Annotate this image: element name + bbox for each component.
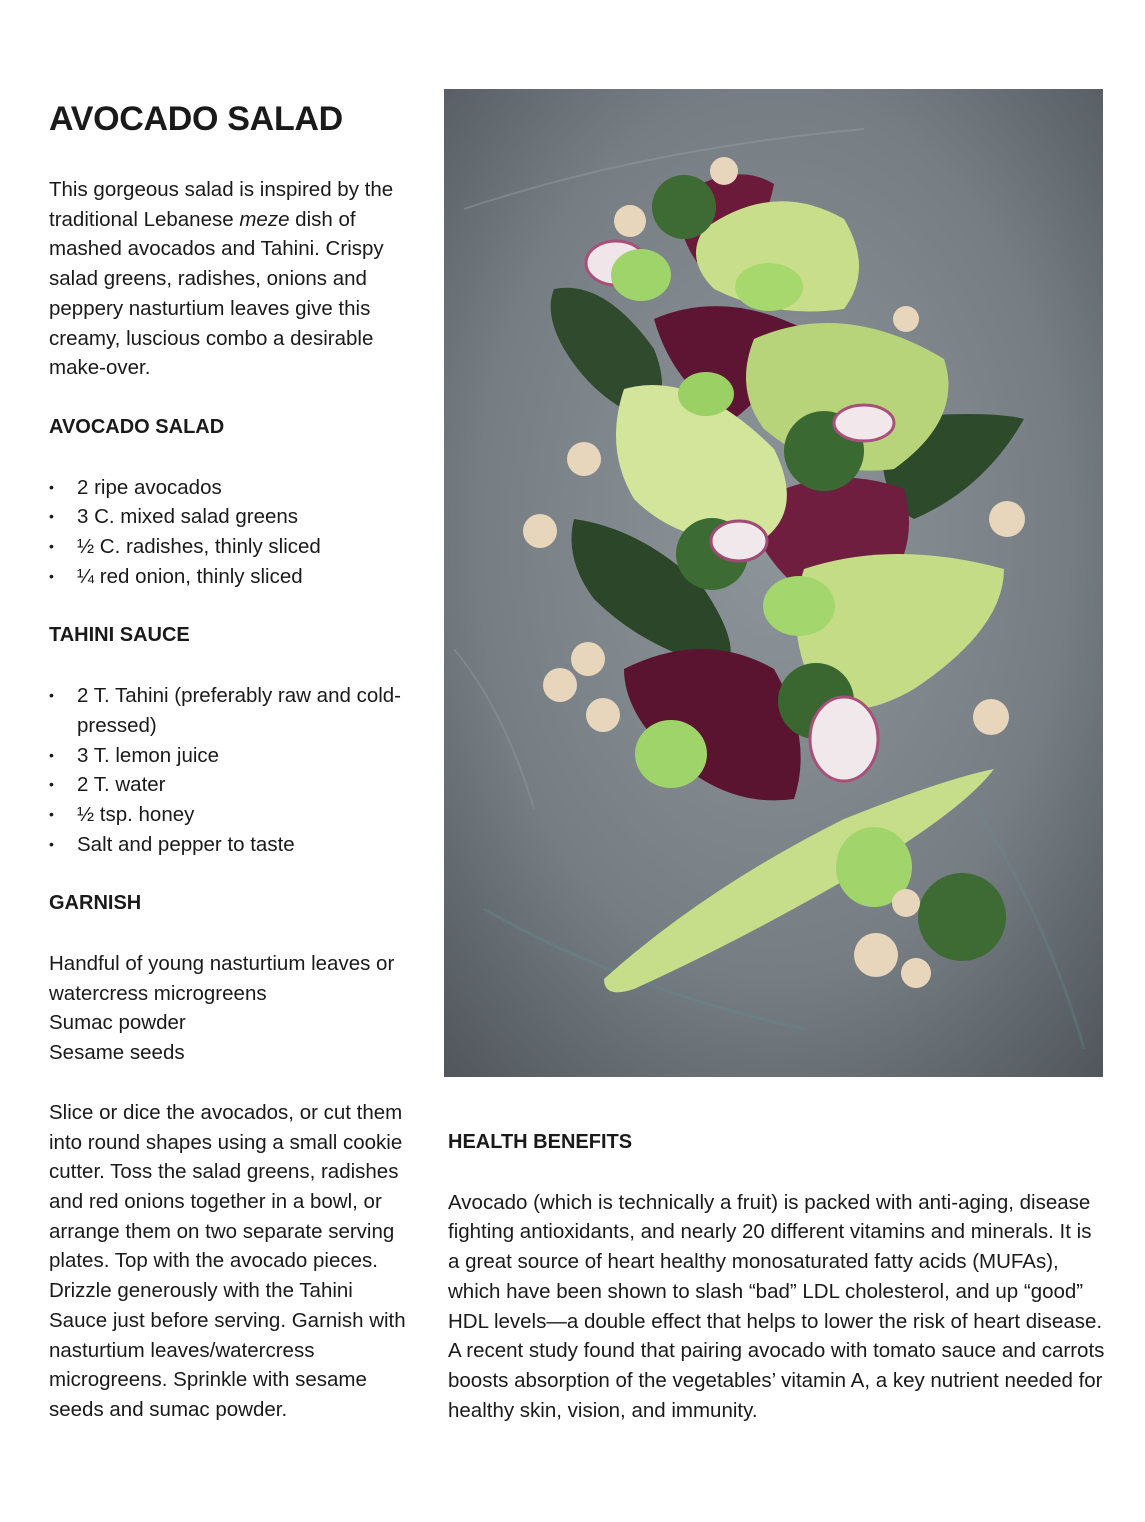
page-title: AVOCADO SALAD bbox=[49, 100, 343, 138]
avocado-round bbox=[735, 263, 803, 311]
nasturtium-leaf bbox=[918, 873, 1006, 961]
avocado-round bbox=[635, 720, 707, 788]
radish-slice bbox=[711, 521, 767, 561]
sauce-heading: TAHINI SAUCE bbox=[49, 624, 190, 647]
ingredient-item: • Salt and pepper to taste bbox=[49, 830, 409, 860]
ingredient-item: • 2 T. water bbox=[49, 770, 409, 800]
sauce-ingredients bbox=[49, 681, 409, 859]
recipe-column bbox=[49, 100, 409, 1425]
health-column bbox=[448, 1128, 1108, 1425]
ingredient-item: • 2 T. Tahini (preferably raw and cold-pressed) bbox=[49, 681, 409, 740]
salad-ingredients bbox=[49, 473, 409, 592]
ingredient-item: • 3 C. mixed salad greens bbox=[49, 502, 409, 532]
salad-photo bbox=[444, 89, 1103, 1077]
health-paragraph: Avocado (which is technically a fruit) is packed with anti-aging, disease fighting antioxidants, and nearly 20 different vitamins and minerals. It is a great source of heart healthy monosaturated fatty acids (MUFAs), which have been shown to slash “bad” LDL cholesterol, and up “good” HDL levels—a double effect that helps to lower the risk of heart disease. A recent study found that pairing avocado with tomato sauce and carrots boosts absorption of the vegetables’ vitamin A, a key nutrient needed for healthy skin, vision, and immunity. bbox=[448, 1190, 1105, 1422]
garnish-list bbox=[49, 949, 409, 1068]
garnish-heading: GARNISH bbox=[49, 892, 142, 915]
ingredient-item: • ½ C. radishes, thinly sliced bbox=[49, 532, 409, 562]
garnish-line: Sesame seeds bbox=[49, 1041, 185, 1065]
salad-illustration bbox=[444, 89, 1103, 1077]
salad-heading: AVOCADO SALAD bbox=[49, 415, 225, 438]
intro-paragraph bbox=[49, 175, 409, 383]
intro-text-2: dish of mashed avocados and Tahini. Crispy salad greens, radishes, onions and peppery nasturtium leaves give this creamy, luscious combo a desirable make-over. bbox=[49, 207, 384, 380]
radish-slice bbox=[834, 405, 894, 441]
intro-meze: meze bbox=[239, 207, 290, 231]
ingredient-item: • ¼ red onion, thinly sliced bbox=[49, 562, 409, 592]
ingredient-item: • 3 T. lemon juice bbox=[49, 741, 409, 771]
avocado-round bbox=[678, 372, 734, 416]
intro-text-1: This gorgeous salad is inspired by the traditional Lebanese bbox=[49, 178, 394, 231]
avocado-round bbox=[611, 249, 671, 301]
garnish-line: Sumac powder bbox=[49, 1011, 186, 1035]
nasturtium-leaf bbox=[652, 175, 716, 239]
method-paragraph: Slice or dice the avocados, or cut them into round shapes using a small cookie cutter. Toss the salad greens, radishes and red onions together in a bowl, or arrange them on two separate serving plates. Top with the avocado pieces. Drizzle generously with the Tahini Sauce just before serving. Garnish with nasturtium leaves/watercress microgreens. Sprinkle with sesame seeds and sumac powder. bbox=[49, 1100, 406, 1421]
ingredient-item: • 2 ripe avocados bbox=[49, 473, 409, 503]
health-heading: HEALTH BENEFITS bbox=[448, 1131, 633, 1153]
ingredient-item: • ½ tsp. honey bbox=[49, 800, 409, 830]
avocado-round bbox=[763, 576, 835, 636]
radish-slice bbox=[810, 697, 878, 781]
garnish-line: Handful of young nasturtium leaves or watercress microgreens bbox=[49, 952, 395, 1005]
